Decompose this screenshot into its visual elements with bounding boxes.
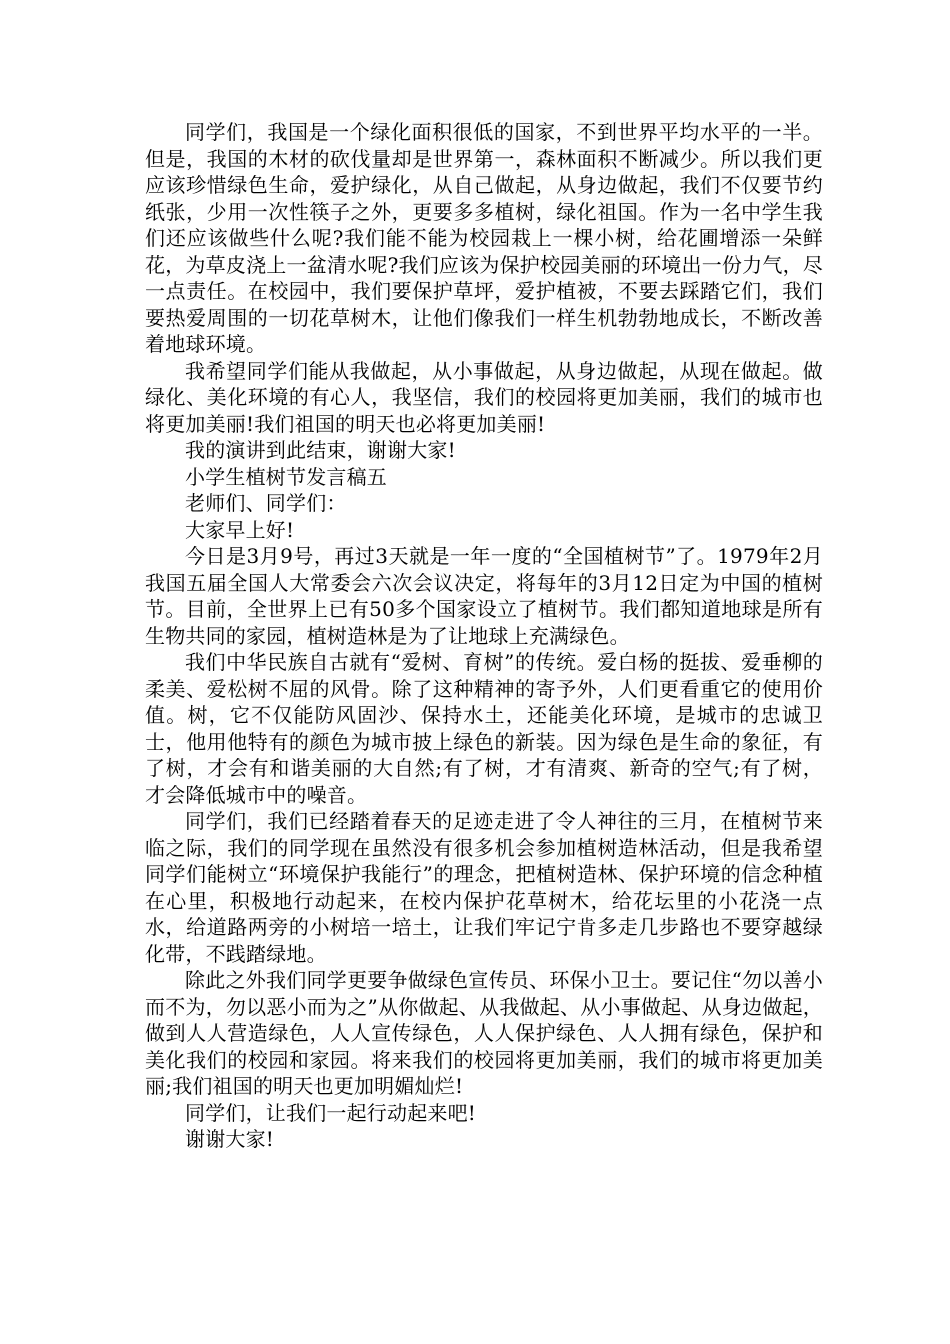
section-heading: 小学生植树节发言稿五: [185, 464, 387, 489]
paragraph-1: 同学们，我国是一个绿化面积很低的国家，不到世界平均水平的一半。但是，我国的木材的砍伐量却是世界第一，森林面积不断减少。所以我们更应该珍惜绿色生命，爱护绿化，从自己做起，从身边做起，我们不仅要节约纸张，少用一次性筷子之外，更要多多植树，绿化祖国。作为一名中学生我们还应该做些什么呢?我们能不能为校园栽上一棵小树，给花圃增添一朵鲜花，为草皮浇上一盆清水呢?我们应该为保护校园美丽的环境出一份力气，尽一点责任。在校园中，我们要保护草坪，爱护植被，不要去踩踏它们，我们要热爱周围的一切花草树木，让他们像我们一样生机勃勃地成长，不断改善着地球环境。: [145, 120, 823, 356]
paragraph-3: 我的演讲到此结束，谢谢大家!: [185, 438, 456, 462]
greeting: 大家早上好!: [185, 517, 295, 542]
paragraph-2: 我希望同学们能从我做起，从小事做起，从身边做起，从现在做起。做绿化、美化环境的有心人，我坚信，我们的校园将更加美丽，我们的城市也将更加美丽!我们祖国的明天也必将更加美丽!: [145, 358, 823, 436]
paragraph-7: 今日是3月9号，再过3天就是一年一度的“全国植树节”了。1979年2月我国五届全国人大常委会六次会议决定，将每年的3月12日定为中国的植树节。目前，全世界上已有50多个国家设立了植树节。我们都知道地球是所有生物共同的家园，植树造林是为了让地球上充满绿色。: [145, 544, 823, 648]
closing-thanks: 谢谢大家!: [185, 1127, 275, 1151]
document-body: [145, 119, 823, 1153]
paragraph-10: 除此之外我们同学更要争做绿色宣传员、环保小卫士。要记住“勿以善小而不为，勿以恶小而为之”从你做起、从我做起、从小事做起、从身边做起，做到人人营造绿色，人人宣传绿色，人人保护绿色、人人拥有绿色，保护和美化我们的校园和家园。将来我们的校园将更加美丽，我们的城市将更加美丽;我们祖国的明天也更加明媚灿烂!: [145, 968, 823, 1098]
salutation: 老师们、同学们：: [185, 491, 347, 515]
paragraph-9: 同学们，我们已经踏着春天的足迹走进了令人神往的三月，在植树节来临之际，我们的同学现在虽然没有很多机会参加植树造林活动，但是我希望同学们能树立“环境保护我能行”的理念，把植树造林、保护环境的信念种植在心里，积极地行动起来，在校内保护花草树木，给花坛里的小花浇一点水，给道路两旁的小树培一培土，让我们牢记宁肯多走几步路也不要穿越绿化带，不践踏绿地。: [145, 809, 823, 966]
paragraph-11: 同学们，让我们一起行动起来吧!: [185, 1100, 477, 1125]
paragraph-8: 我们中华民族自古就有“爱树、育树”的传统。爱白杨的挺拔、爱垂柳的柔美、爱松树不屈的风骨。除了这种精神的寄予外，人们更看重它的使用价值。树，它不仅能防风固沙、保持水土，还能美化环境，是城市的忠诚卫士，他用他特有的颜色为城市披上绿色的新装。因为绿色是生命的象征，有了树，才会有和谐美丽的大自然;有了树，才有清爽、新奇的空气;有了树，才会降低城市中的噪音。: [145, 650, 823, 807]
